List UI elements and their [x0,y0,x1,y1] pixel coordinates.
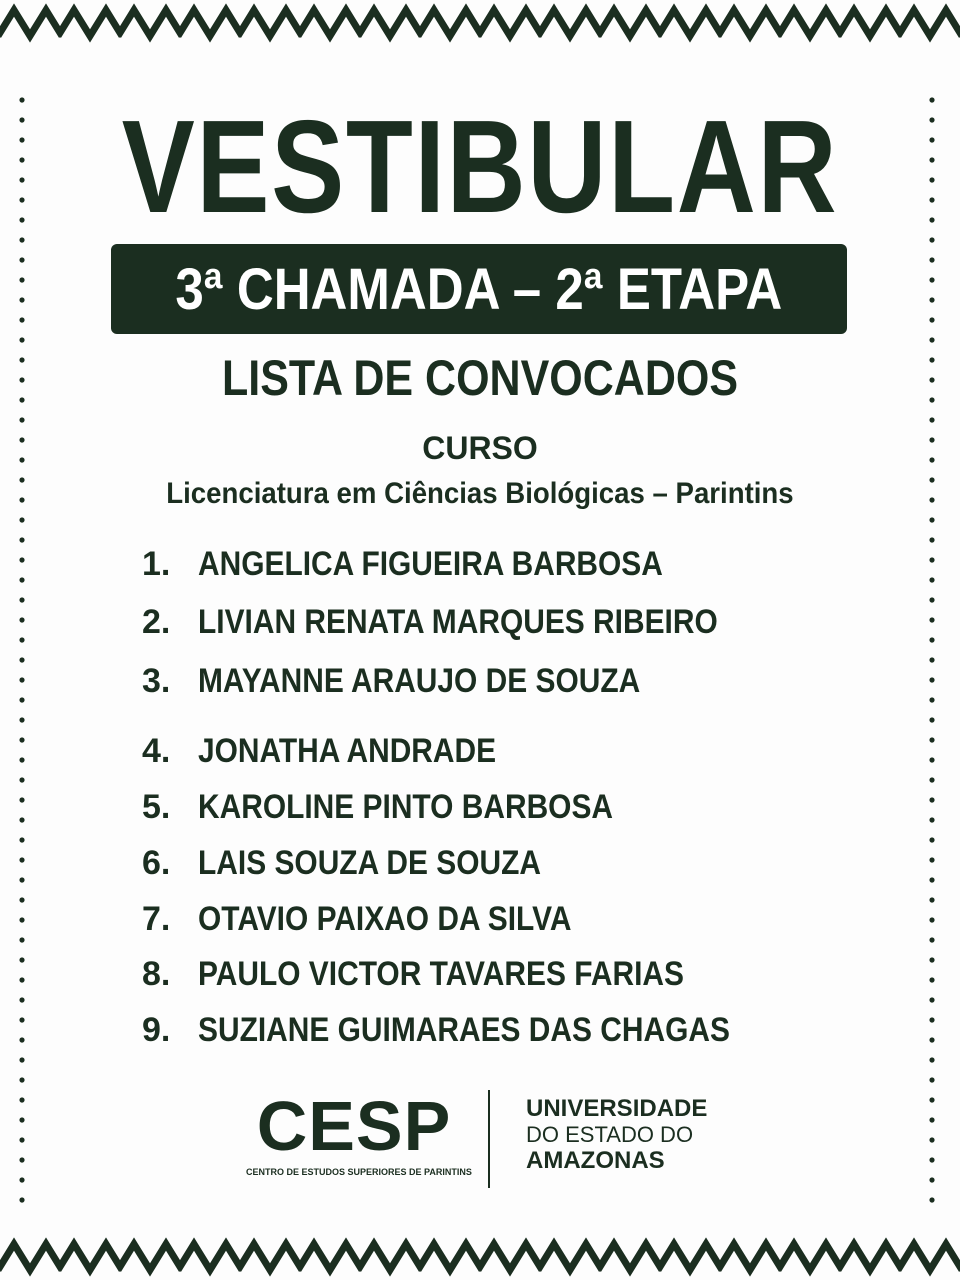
list-subtitle-text: LISTA DE CONVOCADOS [221,350,739,406]
page-title: VESTIBULAR [121,93,839,240]
list-item [142,841,588,885]
list-item-name: JONATHA ANDRADE [198,732,497,770]
list-item-name: OTAVIO PAIXAO DA SILVA [198,900,572,938]
list-item [142,785,670,829]
list-item [142,897,622,941]
logo-divider [488,1090,490,1188]
cesp-logo: CESP [256,1087,452,1165]
uea-logo [526,1096,726,1174]
list-item-name: LIVIAN RENATA MARQUES RIBEIRO [198,603,718,641]
cesp-full-name: CENTRO DE ESTUDOS SUPERIORES DE PARINTINS [246,1167,472,1177]
list-item-number: 7. [142,900,171,938]
course-name [0,474,960,514]
list-item-number: 1. [142,545,171,583]
list-item-number: 4. [142,732,171,770]
list-item-name: KAROLINE PINTO BARBOSA [198,788,614,826]
list-item-number: 3. [142,662,171,700]
list-item [142,659,701,703]
list-item-number: 6. [142,844,171,882]
right-dotted-border [928,90,936,1210]
call-banner-text: 3ª CHAMADA – 2ª ETAPA [175,256,783,322]
list-item [142,600,789,644]
list-item-number: 2. [142,603,171,641]
list-item-name: SUZIANE GUIMARAES DAS CHAGAS [198,1011,730,1049]
bottom-zigzag-border [0,1230,960,1280]
list-subtitle [0,348,960,408]
list-item-name: MAYANNE ARAUJO DE SOUZA [198,662,641,700]
top-zigzag-border [0,0,960,50]
uea-line-2: DO ESTADO DO [526,1122,694,1147]
list-item [142,952,750,996]
course-name-text: Licenciatura em Ciências Biológicas – Parintins [166,477,794,510]
course-label: CURSO [422,430,538,466]
list-item [142,1008,802,1052]
list-item-name: PAULO VICTOR TAVARES FARIAS [198,955,684,993]
list-item-name: LAIS SOUZA DE SOUZA [198,844,541,882]
footer-logos [0,1080,960,1200]
uea-line-3: AMAZONAS [526,1147,665,1174]
left-dotted-border [18,90,26,1210]
uea-line-1: UNIVERSIDADE [526,1095,708,1122]
list-item-name: ANGELICA FIGUEIRA BARBOSA [198,545,663,583]
call-banner [111,244,847,334]
list-item [142,542,726,586]
list-item-number: 8. [142,955,171,993]
list-item-number: 5. [142,788,171,826]
list-item-number: 9. [142,1011,171,1049]
list-item [142,729,537,773]
